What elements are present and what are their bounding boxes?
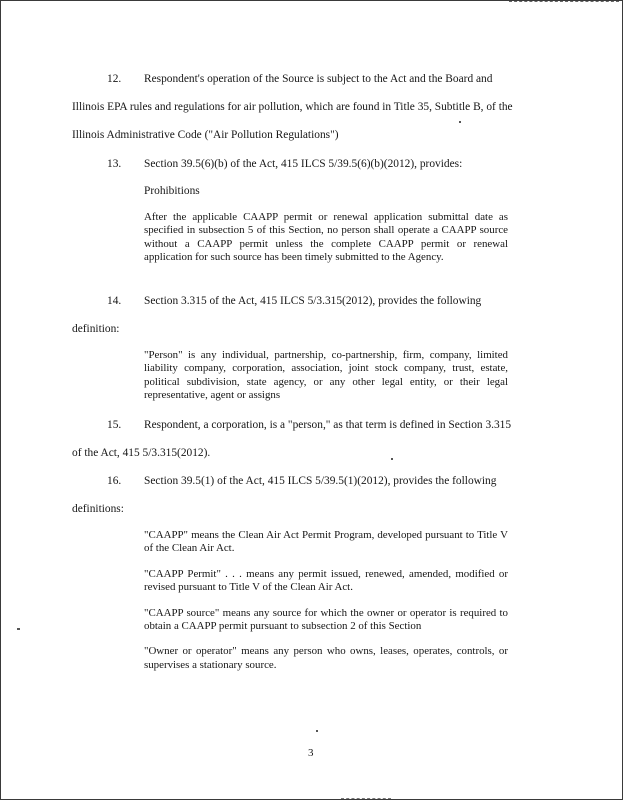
page-number: 3	[308, 747, 314, 759]
definition-owner-operator: "Owner or operator" means any person who owns, leases, operates, controls, or supervises a stationary source.	[144, 645, 508, 671]
para-15-line-1: Respondent, a corporation, is a "person," as that term is defined in Section 3.315	[144, 419, 512, 431]
para-13-quote	[144, 211, 508, 277]
para-13-line-1: Section 39.5(6)(b) of the Act, 415 ILCS 5/39.5(6)(b)(2012), provides:	[144, 158, 463, 170]
scan-speck	[391, 458, 393, 460]
definition-caapp-permit: "CAAPP Permit" . . . means any permit issued, renewed, amended, modified or revised pursuant to Title V of the Clean Air Act.	[144, 567, 508, 594]
para-14-quote-text: "Person" is any individual, partnership, co-partnership, firm, company, limited liability company, corporation, association, joint stock company, trust, estate, political subdivision, state agency, or any other legal entity, or their legal representative, agent or assigns	[144, 349, 508, 402]
para-13-quote-text: After the applicable CAAPP permit or renewal application submittal date as specified in subsection 5 of this Section, no person shall operate a CAAPP source without a CAAPP permit unless the complete CAAPP permit or renewal application for such source has been timely submitted to the Agency.	[144, 211, 508, 264]
para-15-number: 15.	[107, 419, 122, 431]
para-14-line-2: definition:	[72, 323, 120, 335]
para-16-line-1: Section 39.5(1) of the Act, 415 ILCS 5/39.5(1)(2012), provides the following	[144, 475, 497, 487]
para-14-number: 14.	[107, 295, 122, 307]
para-15-line-2: of the Act, 415 5/3.315(2012).	[72, 447, 211, 459]
scan-mark-top	[509, 1, 619, 4]
para-14-quote	[144, 349, 508, 415]
para-16-number: 16.	[107, 475, 122, 487]
scan-speck	[17, 628, 20, 630]
para-16-line-2: definitions:	[72, 503, 124, 515]
scan-speck	[459, 121, 461, 123]
para-12-line-1: Respondent's operation of the Source is subject to the Act and the Board and	[144, 73, 493, 85]
para-13-heading: Prohibitions	[144, 185, 200, 197]
para-14-line-1: Section 3.315 of the Act, 415 ILCS 5/3.315(2012), provides the following	[144, 295, 482, 307]
definition-caapp: "CAAPP" means the Clean Air Act Permit Program, developed pursuant to Title V of the Clean Air Act.	[144, 529, 508, 555]
para-13-number: 13.	[107, 158, 122, 170]
para-16-definitions	[144, 529, 508, 684]
para-12-number: 12.	[107, 73, 122, 85]
definition-caapp-source: "CAAPP source" means any source for which the owner or operator is required to obtain a CAAPP permit pursuant to subsection 2 of this Section	[144, 606, 508, 633]
para-12-line-2: Illinois EPA rules and regulations for air pollution, which are found in Title 35, Subtitle B, of the	[72, 101, 513, 113]
para-12-line-3: Illinois Administrative Code ("Air Pollution Regulations")	[72, 129, 339, 141]
scan-speck	[316, 730, 318, 732]
